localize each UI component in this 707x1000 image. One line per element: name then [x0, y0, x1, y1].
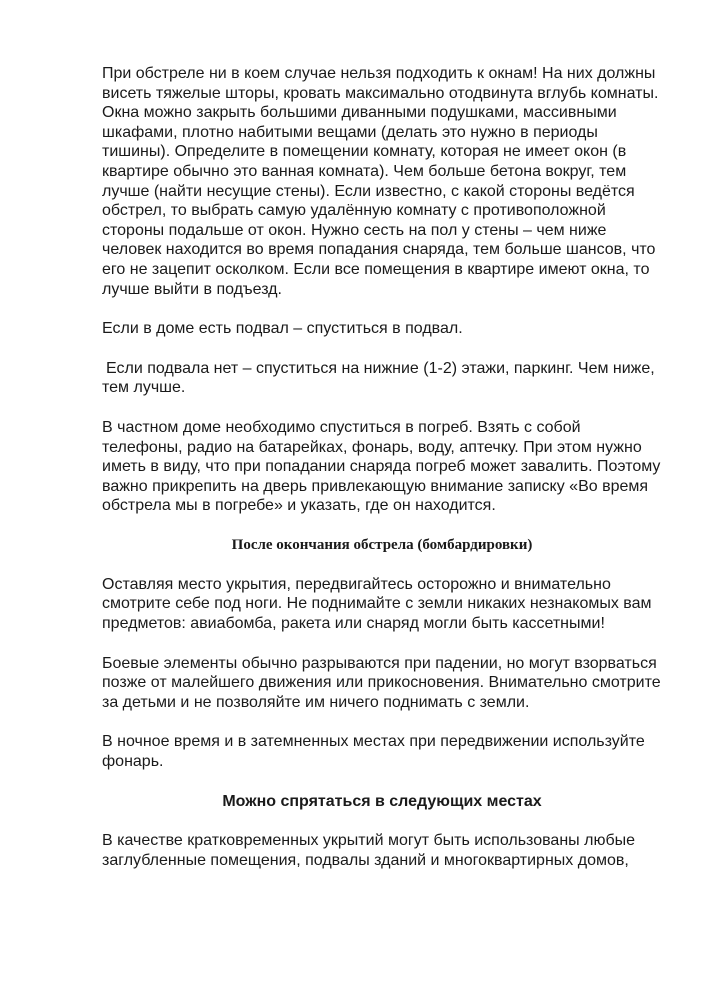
heading-hiding-places: Можно спрятаться в следующих местах: [222, 792, 542, 810]
paragraph-night-flashlight: В ночное время и в затемненных местах при передвижении используйте фонарь.: [102, 733, 645, 771]
paragraph-leaving-shelter: Оставляя место укрытия, передвигайтесь осторожно и внимательно смотрите себе под ноги. Не поднимайте с земли никаких незнакомых вам предметов: авиабомба, ракета или снаряд могли быть кассетными!: [102, 575, 652, 633]
paragraph-windows-safety: При обстреле ни в коем случае нельзя подходить к окнам! На них должны висеть тяжелые шторы, кровать максимально отодвинута вглубь комнаты. Окна можно закрыть большими диванными подушками, массивными шкафами, плотно набитыми вещами (делать это нужно в периоды тишины). Определите в помещении комнату, которая не имеет окон (в квартире обычно это ванная комната). Чем больше бетона вокруг, тем лучше (найти несущие стены). Если известно, с какой стороны ведётся обстрел, то выбрать самую удалённую комнату с противоположной стороны подальше от окон. Нужно сесть на пол у стены – чем ниже человек находится во время попадания снаряда, тем больше шансов, что его не зацепит осколком. Если все помещения в квартире имеют окна, то лучше выйти в подъезд.: [102, 65, 659, 298]
paragraph-private-house: В частном доме необходимо спуститься в погреб. Взять с собой телефоны, радио на батарейках, фонарь, воду, аптечку. При этом нужно иметь в виду, что при попадании снаряда погреб может завалить. Поэтому важно прикрепить на дверь привлекающую внимание записку «Во время обстрела мы в погребе» и указать, где он находится.: [102, 418, 661, 515]
document-page: [102, 64, 662, 890]
paragraph-combat-elements: Боевые элементы обычно разрываются при падении, но могут взорваться позже от малейшего движения или прикосновения. Внимательно смотрите за детьми и не позволяйте им ничего поднимать с земли.: [102, 654, 661, 711]
paragraph-basement: Если в доме есть подвал – спуститься в подвал.: [102, 320, 463, 338]
paragraph-temporary-shelters: В качестве кратковременных укрытий могут быть использованы любые заглубленные помещения, подвалы зданий и многоквартирных домов,: [102, 832, 636, 869]
paragraph-no-basement: Если подвала нет – спуститься на нижние (1-2) этажи, паркинг. Чем ниже, тем лучше.: [102, 359, 655, 397]
heading-after-shelling: После окончания обстрела (бомбардировки): [231, 536, 533, 553]
